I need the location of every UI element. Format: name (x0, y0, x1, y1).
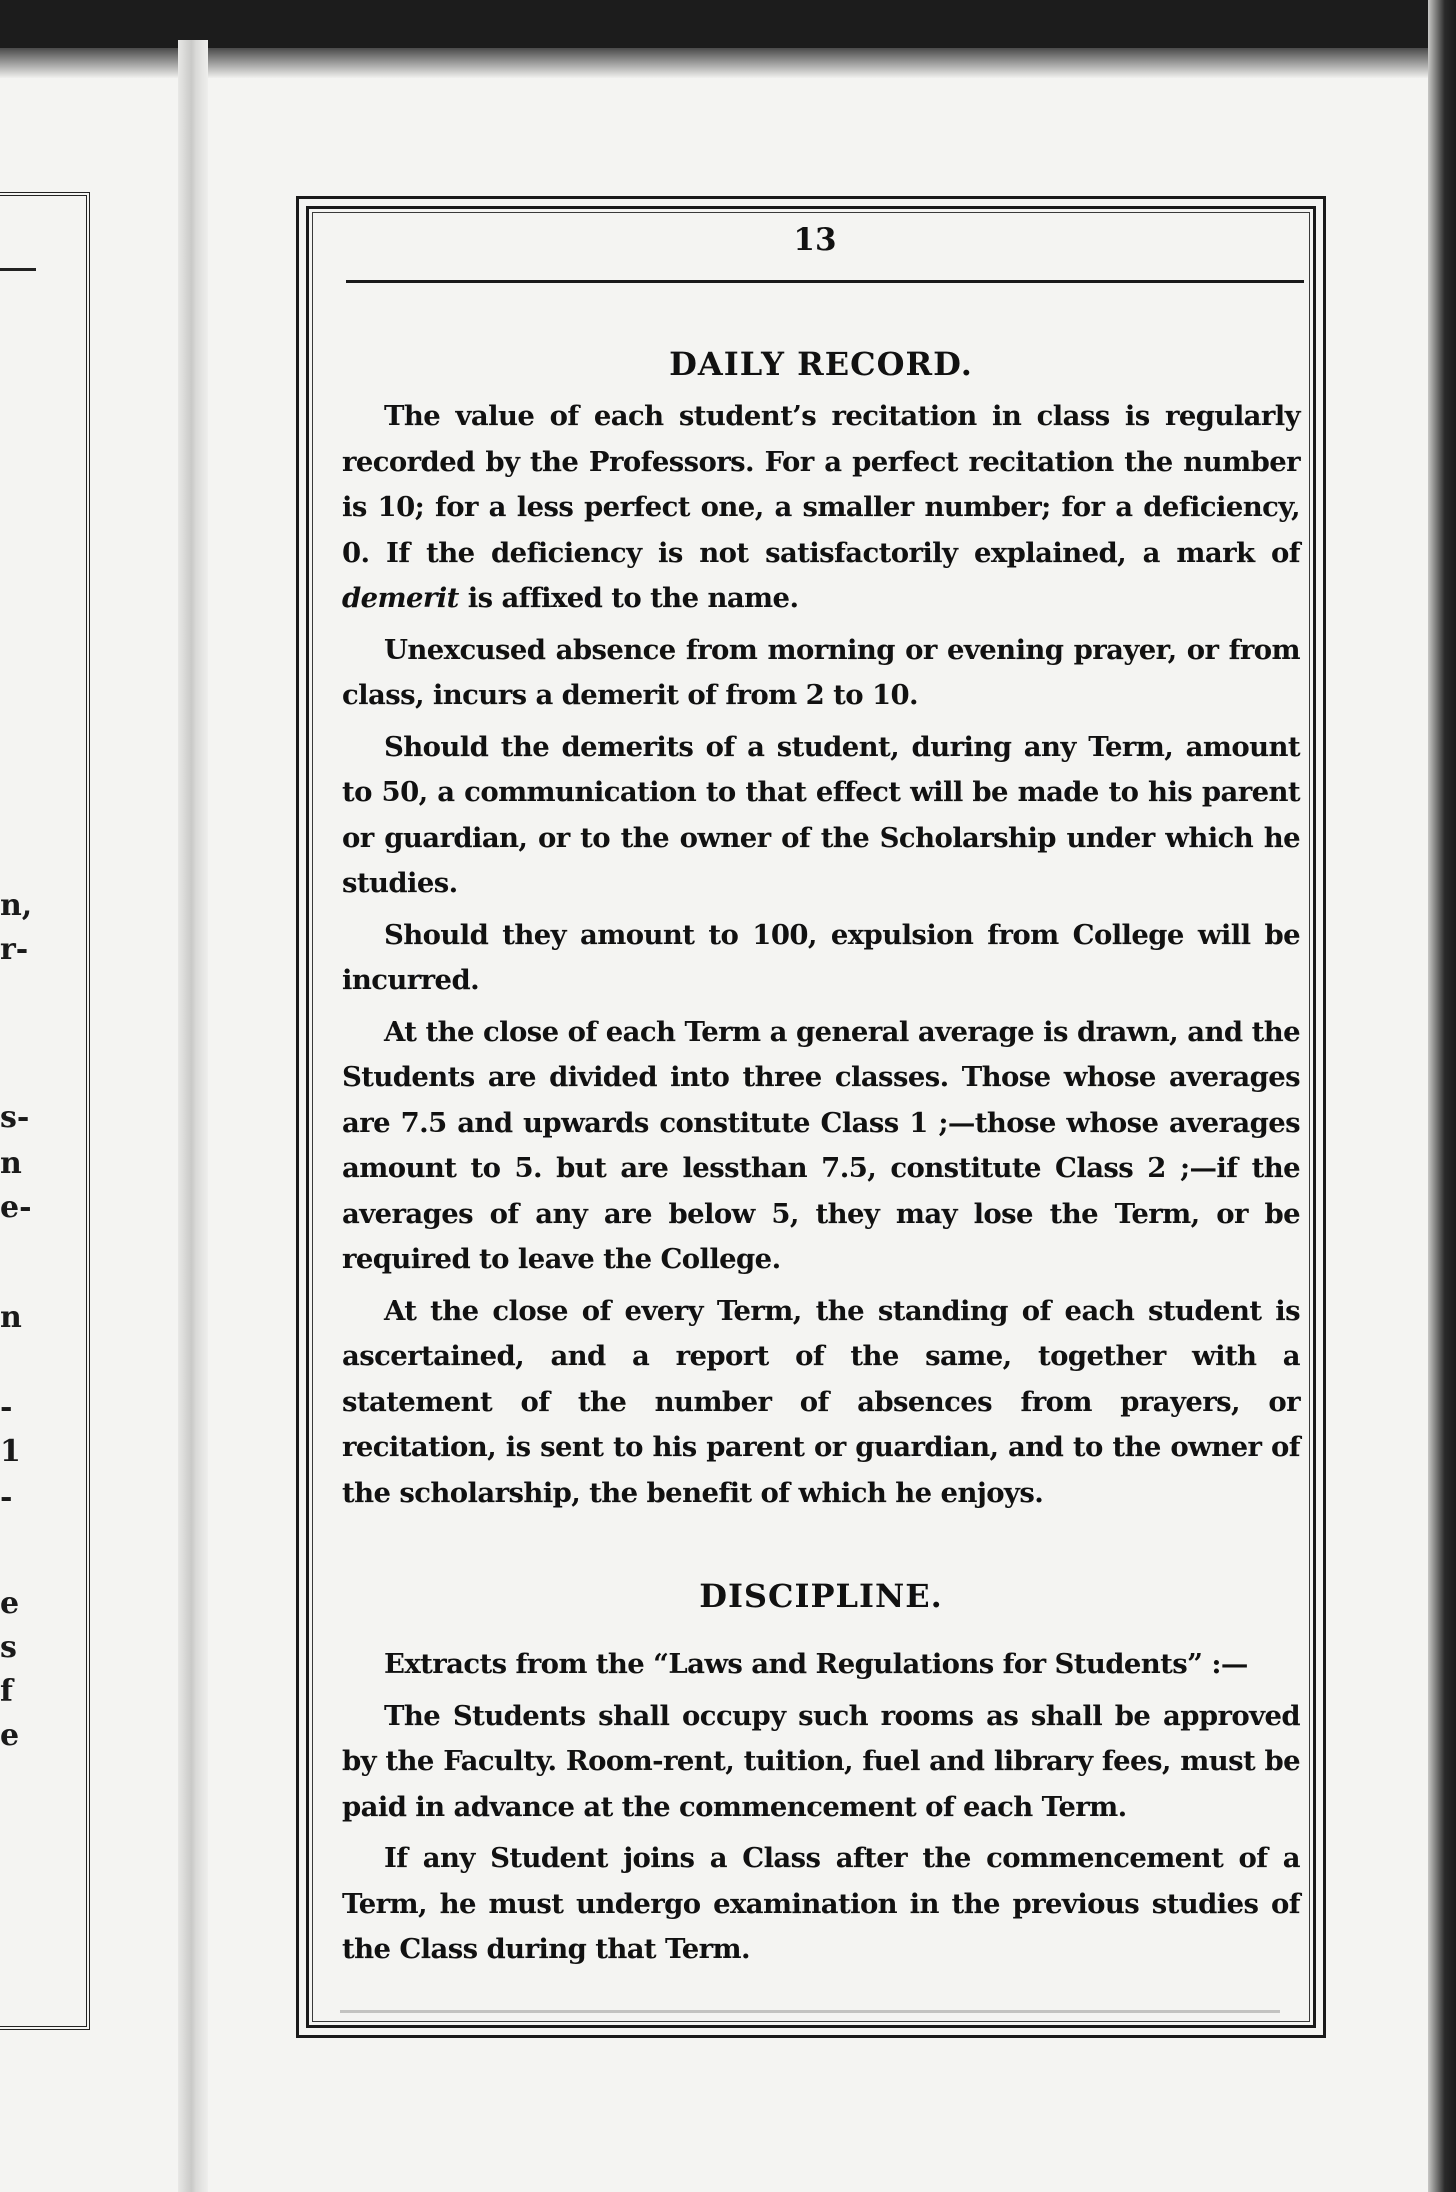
left-fragment: - (0, 1390, 13, 1425)
header-rule (346, 280, 1304, 283)
left-fragment: n, (0, 888, 33, 923)
left-fragment: e- (0, 1190, 32, 1225)
scan-right-edge (1428, 0, 1456, 2192)
left-fragment: 1 (0, 1434, 21, 1469)
paragraph-joining-class: If any Student joins a Class after the commencement of a Term, he must undergo examination in the previous studies of the Class during that Term. (342, 1842, 1300, 1965)
left-fragment: n (0, 1300, 22, 1335)
paragraph-recitation-value (342, 394, 1300, 622)
paragraph-term-standing: At the close of every Term, the standing of each student is ascertained, and a report of the same, together with a statement of the number of absences from prayers, or recitation, is sent to his parent or guardian, and to the owner of the scholarship, the benefit of which he enjoys. (342, 1294, 1300, 1509)
book-gutter (178, 40, 208, 2192)
left-fragment: s (0, 1630, 17, 1665)
paragraph-unexcused-absence: Unexcused absence from morning or evening prayer, or from class, incurs a demerit of from 2 to 10. (342, 633, 1300, 711)
paragraph-general-average: At the close of each Term a general average is drawn, and the Students are divided into three classes. Those whose averages are 7.5 and upwards constitute Class 1 ;—those whose averages amount to 5. but are lessthan 7.5, constitute Class 2 ;—if the averages of any are below 5, they may lose the Term, or be required to leave the College. (342, 1015, 1300, 1275)
left-fragment: f (0, 1674, 13, 1709)
paragraph-extracts-intro: Extracts from the “Laws and Regulations for Students” :— (384, 1648, 1248, 1680)
left-fragment: r- (0, 932, 29, 967)
left-fragment: e (0, 1586, 20, 1621)
left-fragment: n (0, 1146, 22, 1181)
bottom-rule-smudge (340, 2010, 1280, 2013)
left-page-text-fragments (0, 0, 40, 2192)
section-heading-daily-record: DAILY RECORD. (669, 345, 973, 383)
scan-top-edge (0, 0, 1456, 48)
paragraph-text: is affixed to the name. (458, 582, 799, 614)
page-number: 13 (793, 222, 837, 258)
page-body (342, 340, 1300, 1973)
emphasis-demerit: demerit (342, 582, 459, 614)
paragraph-rooms-fees: The Students shall occupy such rooms as shall be approved by the Faculty. Room-rent, tuition, fuel and library fees, must be paid in advance at the commencement of each Term. (342, 1699, 1300, 1823)
paragraph-demerits-fifty: Should the demerits of a student, during any Term, amount to 50, a communication to that effect will be made to his parent or guardian, or to the owner of the Scholarship under which he studies. (342, 730, 1300, 899)
left-fragment: e (0, 1718, 20, 1753)
paragraph-demerits-hundred: Should they amount to 100, expulsion from College will be incurred. (342, 918, 1300, 996)
left-fragment: s- (0, 1100, 30, 1135)
section-heading-discipline: DISCIPLINE. (699, 1577, 943, 1615)
left-fragment: - (0, 1480, 13, 1515)
paragraph-text: The value of each student’s recitation in class is regularly recorded by the Professors. For a perfect recitation the number is 10; for a less perfect one, a smaller number; for a deficiency, 0. If the deficiency is not satisfactorily explained, a mark of (342, 400, 1300, 569)
scan-top-shadow (0, 48, 1456, 78)
